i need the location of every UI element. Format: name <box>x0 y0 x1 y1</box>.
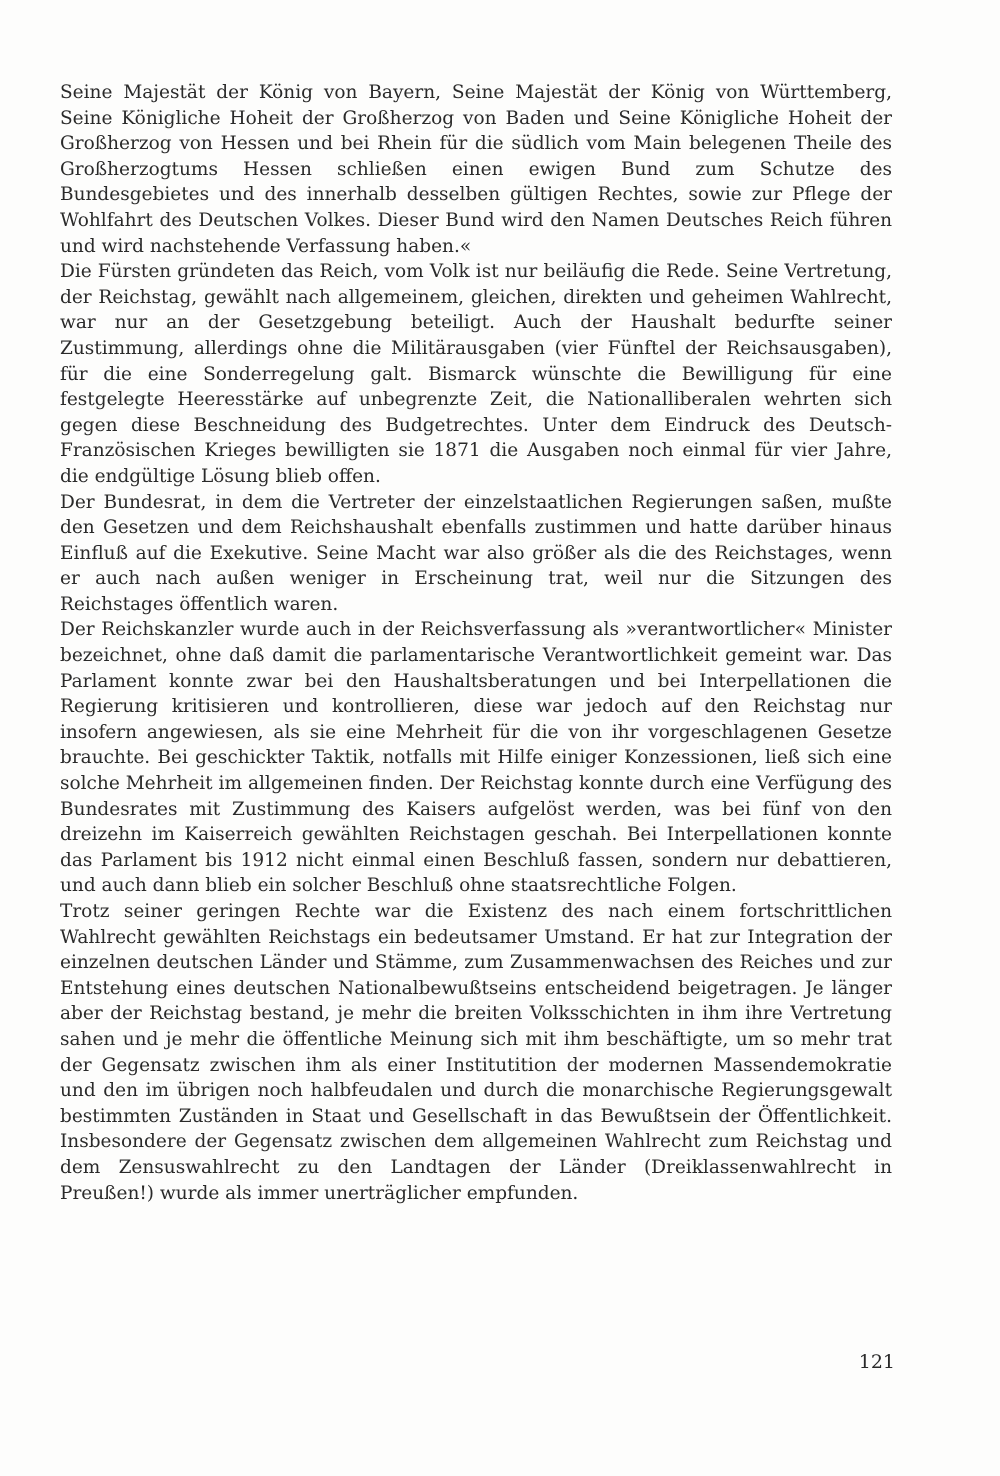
paragraph-wahlrecht: Trotz seiner geringen Rechte war die Existenz des nach einem fortschrittlichen Wahlrecht gewählten Reichstags ein bedeutsamer Umstand. Er hat zur Integration der einzelnen deutschen Länder und Stämme, zum Zusammenwachsen des Reiches und zur Entstehung eines deutschen Nationalbewußtseins entscheidend beigetragen. Je länger aber der Reichstag bestand, je mehr die breiten Volksschichten in ihm ihre Vertretung sahen und je mehr die öffentliche Meinung sich mit ihm beschäftigte, um so mehr trat der Gegensatz zwischen ihm als einer Institutition der modernen Massendemokratie und den im übrigen noch halbfeudalen und durch die monarchische Regierungsgewalt bestimmten Zuständen in Staat und Gesellschaft in das Bewußtsein der Öffentlichkeit. Insbesondere der Gegensatz zwischen dem allgemeinen Wahlrecht zum Reichstag und dem Zensuswahlrecht zu den Landtagen der Länder (Dreiklassenwahlrecht in Preußen!) wurde als immer unerträglicher empfunden. <box>60 901 892 1204</box>
paragraph-reichstag: Die Fürsten gründeten das Reich, vom Volk ist nur beiläufig die Rede. Seine Vertretung, der Reichstag, gewählt nach allgemeinem, gleichen, direkten und geheimen Wahlrecht, war nur an der Gesetzgebung beteiligt. Auch der Haushalt bedurfte seiner Zustimmung, allerdings ohne die Militärausgaben (vier Fünftel der Reichsausgaben), für die eine Sonderregelung galt. Bismarck wünschte die Bewilligung für eine festgelegte Heeresstärke auf unbegrenzte Zeit, die Nationalliberalen wehrten sich gegen diese Beschneidung des Budgetrechtes. Unter dem Eindruck des Deutsch-Französischen Krieges bewilligten sie 1871 die Ausgaben noch einmal für vier Jahre, die endgültige Lösung blieb offen. <box>60 261 892 487</box>
page-number: 121 <box>858 1351 895 1373</box>
body-text <box>60 80 892 1206</box>
paragraph-bundesrat: Der Bundesrat, in dem die Vertreter der einzelstaatlichen Regierungen saßen, mußte den Gesetzen und dem Reichshaushalt ebenfalls zustimmen und hatte darüber hinaus Einfluß auf die Exekutive. Seine Macht war also größer als die des Reichstages, wenn er auch nach außen weniger in Erscheinung trat, weil nur die Sitzungen des Reichstages öffentlich waren. <box>60 491 892 615</box>
paragraph-reichskanzler: Der Reichskanzler wurde auch in der Reichsverfassung als »verantwortlicher« Minister bezeichnet, ohne daß damit die parlamentarische Verantwortlichkeit gemeint war. Das Parlament konnte zwar bei den Haushaltsberatungen und bei Interpellationen die Regierung kritisieren und kontrollieren, diese war jedoch auf den Reichstag nur insofern angewiesen, als sie eine Mehrheit für die von ihr vorgeschlagenen Gesetze brauchte. Bei geschickter Taktik, notfalls mit Hilfe einiger Konzessionen, ließ sich eine solche Mehrheit im allgemeinen finden. Der Reichstag konnte durch eine Verfügung des Bundesrates mit Zustimmung des Kaisers aufgelöst werden, was bei fünf von den dreizehn im Kaiserreich gewählten Reichstagen geschah. Bei Interpellationen konnte das Parlament bis 1912 nicht einmal einen Beschluß fassen, sondern nur debattieren, und auch dann blieb ein solcher Beschluß ohne staatsrechtliche Folgen. <box>60 619 892 897</box>
paragraph-verfassung-quote: Seine Majestät der König von Bayern, Seine Majestät der König von Württemberg, Seine Königliche Hoheit der Großherzog von Baden und Seine Königliche Hoheit der Großherzog von Hessen und bei Rhein für die südlich vom Main belegenen Theile des Großherzogtums Hessen schließen einen ewigen Bund zum Schutze des Bundesgebietes und des innerhalb desselben gültigen Rechtes, sowie zur Pflege der Wohlfahrt des Deutschen Volkes. Dieser Bund wird den Namen Deutsches Reich führen und wird nachstehende Verfassung haben.« <box>60 82 892 257</box>
